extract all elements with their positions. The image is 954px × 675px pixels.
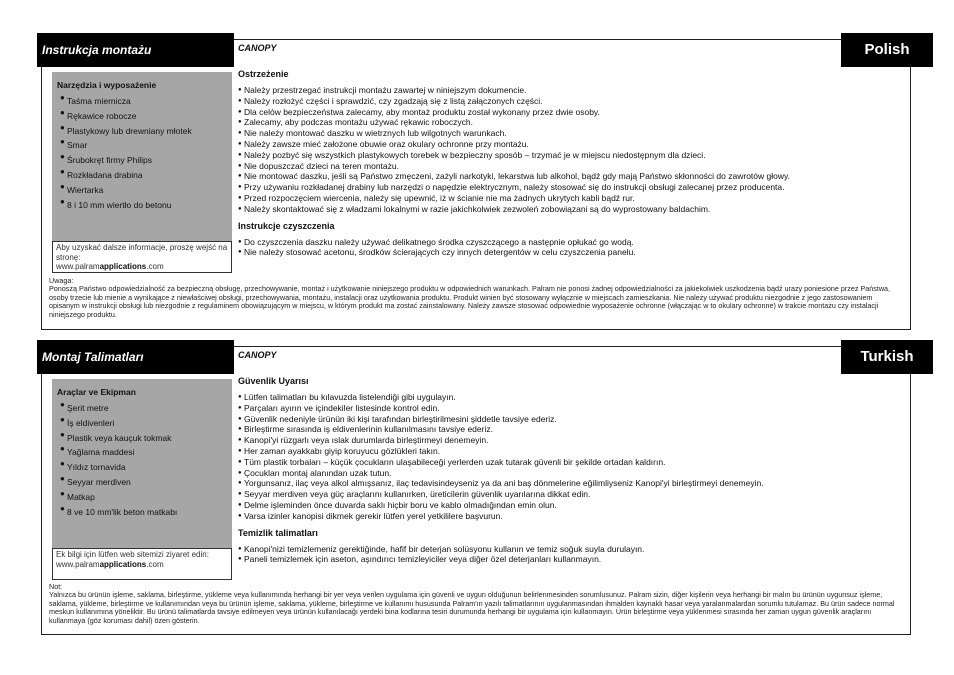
info-box [52, 548, 232, 580]
bullet-icon: ● [60, 488, 65, 498]
tool-item: ● İş eldivenleri [60, 414, 115, 428]
website-link[interactable]: www.palramapplications.com [56, 559, 164, 569]
bullet-icon: ● [60, 137, 65, 147]
tool-item: ● Rozkładana drabina [60, 166, 143, 180]
bullet-icon: ● [60, 400, 65, 409]
tools-list [57, 401, 228, 519]
polish-section [37, 33, 933, 330]
tool-item: ● 8 ve 10 mm'lik beton matkabı [60, 503, 178, 517]
tool-item: ● Smar [60, 137, 88, 151]
tool-item: ● Yıldız tornavida [60, 459, 126, 473]
product-name: CANOPY [238, 350, 277, 360]
note-label: Uwaga: [49, 276, 74, 285]
bullet-icon: ● [60, 196, 65, 206]
tool-item: ● Şerit metre [60, 400, 109, 413]
tools-panel [52, 379, 232, 549]
disclaimer-note [49, 583, 899, 625]
warning-item: ● Çocukları montaj alanından uzak tutun. [238, 468, 848, 479]
warning-item: ● Nie montować daszku, jeśli są Państwo zmęczeni, zażyli narkotyki, lekarstwa lub alkohol, bądź gdy mają Państwo skłonności do zawrotów głowy. [238, 171, 848, 182]
warning-item: ● Przed rozpoczęciem wiercenia, należy się upewnić, iż w ścianie nie ma żadnych ukrytych kabli bądź rur. [238, 193, 848, 204]
bullet-icon: ● [60, 503, 65, 513]
bullet-icon: ● [60, 459, 65, 469]
turkish-section [37, 340, 933, 635]
warning-item: ● Tüm plastik torbaları – küçük çocukların ulaşabileceği yerlerden uzak tutarak güvenli bir şekilde ortadan kaldırın. [238, 457, 848, 468]
tool-item: ● Śrubokręt firmy Philips [60, 152, 153, 166]
language-label: Polish [841, 33, 933, 67]
cleaning-item: ● Nie należy stosować acetonu, środków ścierających czy innych detergentów w celu czyszczenia panelu. [238, 247, 848, 258]
disclaimer-note [49, 277, 899, 319]
product-name: CANOPY [238, 43, 277, 53]
main-content [238, 43, 848, 258]
bullet-icon: ● [60, 152, 65, 162]
warning-item: ● Należy przestrzegać instrukcji montażu zawartej w niniejszym dokumencie. [238, 85, 848, 96]
warning-item: ● Nie należy montować daszku w wietrznych lub wilgotnych warunkach. [238, 128, 848, 139]
note-text: Ponoszą Państwo odpowiedzialność za bezpieczną obsługę, przechowywanie, montaż i użytkowanie niniejszego produktu w odpowiednich warunkach. Palram nie ponosi żadnej odpowiedzialności za jakiekolwiek uszkodzenia bądź urazy poniesione przez Państwa, osoby trzecie lub mienie a wynikające z niewłaściwej obsługi, przechowywania, montażu, instalacji oraz użytkowania produktu. Produkt winien być stosowany wyłącznie w miejscach zamieszkania. Nie należy używać produktu niezgodnie z jego zastosowaniem opisanym w instrukcji obsługi lub niezgodnie z regulaminem obowiązującym w miejscu, w którym produkt ma zostać zainstalowany. Należy zawsze stosować odpowiednie wyposażenie ochronne (włączając w to okulary ochronne) w trakcie montażu czy instalacji niniejszego produktu. [49, 284, 891, 319]
warning-item: ● Güvenlik nedeniyle ürünün iki kişi tarafından birleştirilmesini şiddetle tavsiye ederiz. [238, 414, 848, 425]
note-label: Not: [49, 582, 63, 591]
warning-item: ● Zalecamy, aby podczas montażu używać rękawic roboczych. [238, 117, 848, 128]
bullet-icon: ● [60, 122, 65, 132]
warning-item: ● Seyyar merdiven veya güç araçlarını kullanırken, üreticilerin güvenlik uyarılarına dikkat edin. [238, 489, 848, 500]
tool-item: ● Wiertarka [60, 181, 104, 195]
bullet-icon: ● [60, 93, 65, 102]
info-box [52, 241, 232, 273]
warning-item: ● Należy zawsze mieć założone obuwie oraz okulary ochronne przy montażu. [238, 139, 848, 150]
bullet-icon: ● [60, 444, 65, 454]
warning-item: ● Birleştirme sırasında iş eldivenlerinin kullanılmasını tavsiye ederiz. [238, 424, 848, 435]
tools-title: Narzędzia i wyposażenie [57, 80, 157, 90]
warning-item: ● Dla celów bezpieczeństwa zalecamy, aby montaż produktu został wykonany przez dwie osoby. [238, 107, 848, 118]
warning-item: ● Kanopi'yi rüzgarlı veya ıslak durumlarda birleştirmeyi denemeyin. [238, 435, 848, 446]
warning-title: Güvenlik Uyarısı [238, 376, 309, 386]
website-link[interactable]: www.palramapplications.com [56, 262, 164, 271]
cleaning-list [238, 544, 848, 566]
tools-list [57, 94, 228, 212]
note-text: Yalnızca bu ürünün işleme, saklama, birleştirme, yükleme veya kullanımında herhangi bir yer veya verilen uygulama için güvenli ve uygun olduğunun belirlenmesinden sorumlusunuz. Palram sizin, diğer kişilerin veya herhangi bir malın bu ürünün uygunsuz işleme, saklama, yükleme, birleştirme ve kullanımından veya bu ürünün işleme, saklama, yükleme, birleştirme ve kullanımı hususunda Palram'ın yazılı talimatlarının uygulanmasından ihmalden kaynaklı hasar veya yaralanmalardan sorumlu tutulamaz. Bu ürün sadece normal meskun kullanımına yöneliktir. Bu ürünü talimatlarda tavsiye edilmeyen veya ürünün kullanılacağı yerdeki bina kodlarına tesiri durumunda herhangi bir uygulama için kullanmayın. Ürün birleştirme veya yüklenmesi sırasında her zaman uygun güvenlik araçlarını kullanmaya (göz koruması dahil) özen gösterin. [49, 590, 895, 625]
warning-item: ● Nie dopuszczać dzieci na teren montażu. [238, 161, 848, 172]
section-tab-title: Montaj Talimatları [37, 340, 234, 374]
tool-item: ● Rękawice robocze [60, 107, 137, 121]
warning-item: ● Należy rozłożyć części i sprawdzić, czy zgadzają się z listą załączonych części. [238, 96, 848, 107]
tool-item: ● 8 i 10 mm wiertło do betonu [60, 196, 172, 210]
tool-item: ● Seyyar merdiven [60, 473, 131, 487]
tools-title: Araçlar ve Ekipman [57, 387, 136, 397]
bullet-icon: ● [60, 429, 65, 439]
warning-item: ● Delme işleminden önce duvarda saklı hiçbir boru ve kablo olmadığından emin olun. [238, 500, 848, 511]
tool-item: ● Yağlama maddesi [60, 444, 135, 458]
cleaning-title: Instrukcje czyszczenia [238, 220, 335, 231]
language-label: Turkish [841, 340, 933, 374]
tools-panel [52, 72, 232, 242]
warning-item: ● Yorgunsanız, ilaç veya alkol almışsanız, ilaç tedavisindeyseniz ya da ani baş dönmelerine eğilimliyseniz Kanopi'yi birleştirmeyi denemeyin. [238, 478, 848, 489]
bullet-icon: ● [60, 166, 65, 176]
info-text: Ek bilgi için lütfen web sitemizi ziyaret edin: [56, 550, 209, 559]
warning-item: ● Należy pozbyć się wszystkich plastykowych torebek w bezpieczny sposób – trzymać je w miejscu niedostępnym dla dzieci. [238, 150, 848, 161]
main-content [238, 350, 848, 565]
bullet-icon: ● [60, 107, 65, 117]
warning-item: ● Varsa izinler kanopisi dikmek gerekir lütfen yerel yetkililere başvurun. [238, 511, 848, 522]
warning-title: Ostrzeżenie [238, 69, 289, 79]
info-text: Aby uzyskać dalsze informacje, proszę wejść na stronę: [56, 243, 228, 262]
cleaning-item: ● Paneli temizlemek için aseton, aşındırıcı temizleyiciler veya diğer özel deterjanları kullanmayın. [238, 554, 848, 565]
warning-item: ● Parçaları ayırın ve içindekiler listesinde kontrol edin. [238, 403, 848, 414]
bullet-icon: ● [60, 473, 65, 483]
tool-item: ● Plastykowy lub drewniany młotek [60, 122, 192, 136]
bullet-icon: ● [60, 414, 65, 424]
bullet-icon: ● [60, 181, 65, 191]
section-tab-title: Instrukcja montażu [37, 33, 234, 67]
warning-list [238, 85, 848, 215]
tool-item: ● Matkap [60, 488, 95, 502]
warning-item: ● Należy skontaktować się z władzami lokalnymi w razie jakichkolwiek zezwoleń zobowiązani są do wyprostowany baldachim. [238, 204, 848, 215]
warning-item: ● Lütfen talimatları bu kılavuzda listelendiği gibi uygulayın. [238, 392, 848, 403]
cleaning-title: Temizlik talimatları [238, 527, 318, 538]
warning-list [238, 392, 848, 522]
cleaning-item: ● Kanopi'nizi temizlemeniz gerektiğinde, hafif bir deterjan solüsyonu kullanın ve temiz soğuk suyla durulayın. [238, 544, 848, 555]
tool-item: ● Taśma miernicza [60, 93, 131, 106]
warning-item: ● Her zaman ayakkabı giyip koruyucu gözlükleri takın. [238, 446, 848, 457]
cleaning-item: ● Do czyszczenia daszku należy używać delikatnego środka czyszczącego a następnie opłukać go wodą. [238, 237, 848, 248]
warning-item: ● Przy używaniu rozkładanej drabiny lub narzędzi o napędzie elektrycznym, należy stosować się do instrukcji obsługi zalecanej przez producenta. [238, 182, 848, 193]
cleaning-list [238, 237, 848, 259]
tool-item: ● Plastik veya kauçuk tokmak [60, 429, 172, 443]
